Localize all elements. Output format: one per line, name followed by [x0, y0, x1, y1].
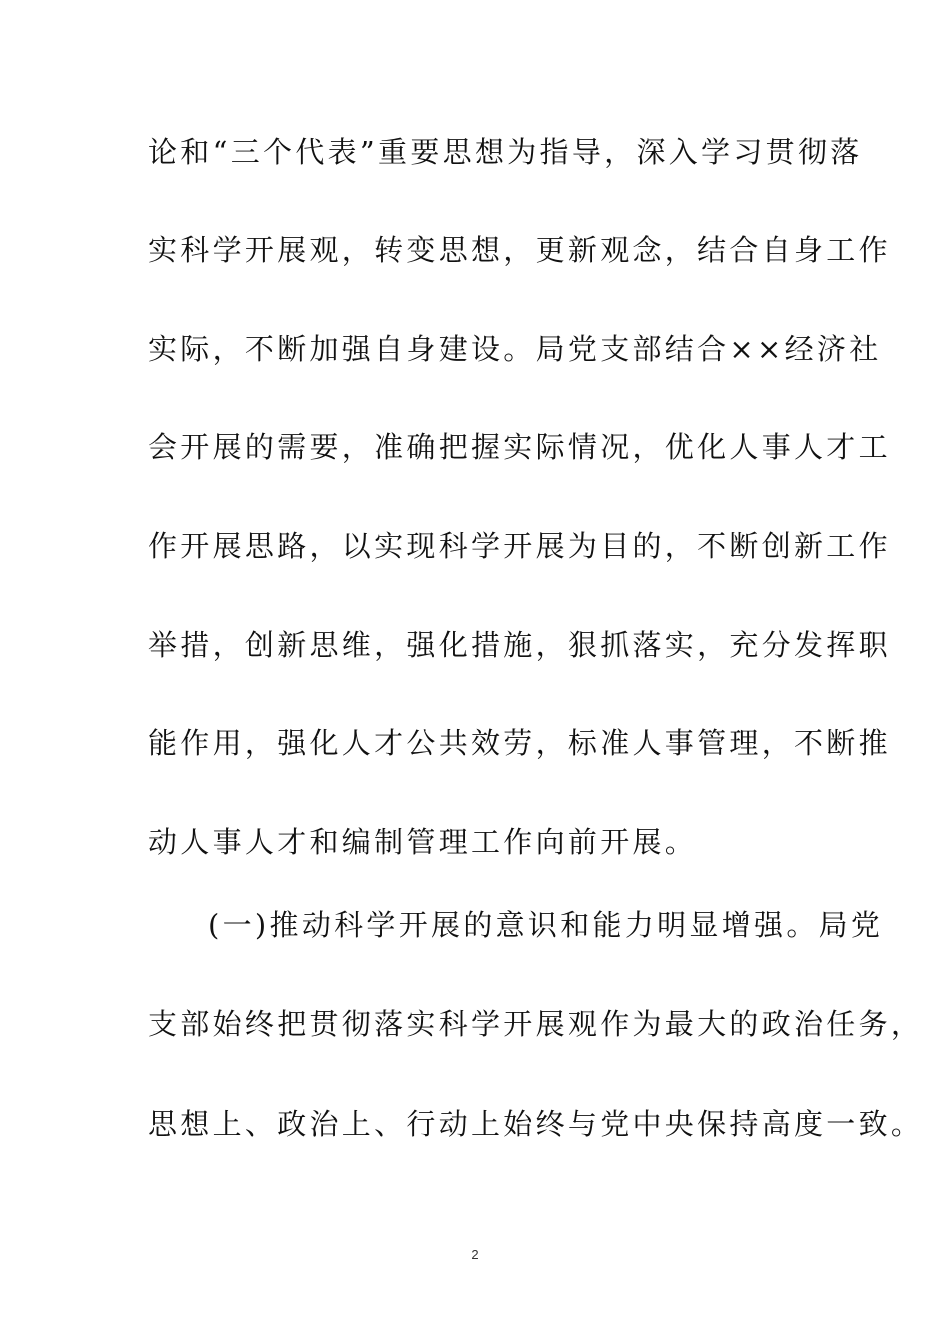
- paragraph-line-7: 能作用，强化人才公共效劳，标准人事管理，不断推: [148, 726, 891, 760]
- paragraph-line-8: 动人事人才和编制管理工作向前开展。: [148, 825, 698, 859]
- paragraph-line-3: 实际，不断加强自身建设。局党支部结合××经济社: [148, 332, 882, 366]
- paragraph-line-10: 支部始终把贯彻落实科学开展观作为最大的政治任务，: [148, 1007, 924, 1041]
- section-heading-line: (一)推动科学开展的意识和能力明显增强。局党: [208, 908, 884, 942]
- paragraph-line-1: 论和“三个代表”重要思想为指导，深入学习贯彻落: [148, 135, 863, 169]
- paragraph-line-4: 会开展的需要，准确把握实际情况，优化人事人才工: [148, 430, 891, 464]
- paragraph-line-5: 作开展思路，以实现科学开展为目的，不断创新工作: [148, 529, 891, 563]
- page-number: 2: [471, 1247, 479, 1262]
- paragraph-line-6: 举措，创新思维，强化措施，狠抓落实，充分发挥职: [148, 628, 891, 662]
- paragraph-line-11: 思想上、政治上、行动上始终与党中央保持高度一致。: [148, 1107, 924, 1141]
- paragraph-line-2: 实科学开展观，转变思想，更新观念，结合自身工作: [148, 233, 891, 267]
